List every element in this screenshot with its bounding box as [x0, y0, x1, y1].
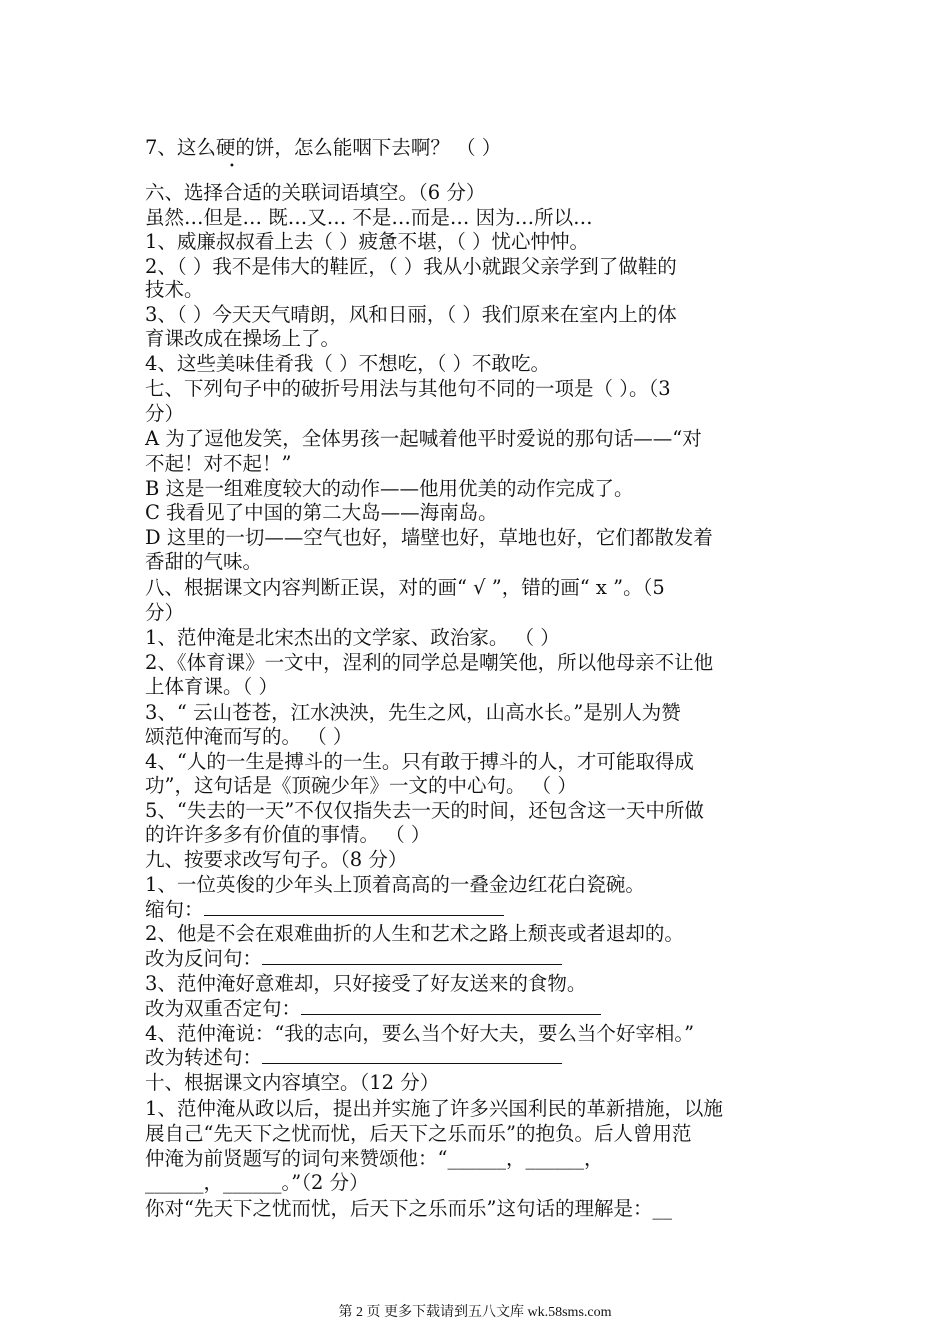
line-text: 1、范仲淹从政以后，提出并实施了许多兴国利民的革新措施，以施: [145, 1097, 723, 1120]
answer-blank[interactable]: [262, 1045, 562, 1064]
text-line: [145, 1196, 815, 1221]
text-line: [145, 996, 815, 1021]
line-text: B 这是一组难度较大的动作——他用优美的动作完成了。: [145, 477, 634, 500]
line-text: 改为反问句：: [145, 947, 263, 970]
line-text: 1、范仲淹是北宋杰出的文学家、政治家。 （ ）: [145, 626, 560, 649]
page-footer: 第 2 页 更多下载请到五八文库 wk.58sms.com: [338, 1305, 612, 1320]
line-text: 2、他是不会在艰难曲折的人生和艺术之路上颓丧或者退却的。: [145, 922, 684, 945]
text-line: [145, 600, 815, 625]
text-line: [145, 575, 815, 600]
text-line: [145, 798, 815, 823]
text-line: [145, 872, 815, 897]
text-line: [145, 401, 815, 426]
line-text: 4、这些美味佳肴我（ ）不想吃，（ ）不敢吃。: [145, 352, 551, 375]
text-line: [145, 1096, 815, 1121]
answer-blank[interactable]: [262, 946, 562, 965]
text-line: [145, 897, 815, 922]
text-line: [145, 229, 815, 254]
text-line: [145, 351, 815, 376]
text-line: [145, 724, 815, 749]
line-text: ______，______。”（2 分）: [145, 1171, 369, 1194]
line-text: 4、范仲淹说：“我的志向，要么当个好大夫，要么当个好宰相。”: [145, 1022, 695, 1045]
text-line: [145, 1021, 815, 1046]
line-text: 分）: [145, 402, 185, 425]
text-line: [145, 847, 815, 872]
text-line: [145, 921, 815, 946]
text-line: [145, 451, 815, 476]
line-text: 你对“先天下之忧而忧，后天下之乐而乐”这句话的理解是：__: [145, 1197, 672, 1220]
line-text: 六、选择合适的关联词语填空。（6 分）: [145, 181, 486, 204]
answer-blank[interactable]: [301, 996, 601, 1015]
text-line: [145, 1146, 815, 1171]
line-text: 虽然…但是… 既…又… 不是…而是… 因为…所以…: [145, 206, 593, 229]
text-line: [145, 1070, 815, 1095]
text-line: [145, 205, 815, 230]
text-line: [145, 180, 815, 205]
text-line: [145, 426, 815, 451]
text-line: [145, 277, 815, 302]
line-text: 改为转述句：: [145, 1046, 263, 1069]
line-text: 改为双重否定句：: [145, 997, 302, 1020]
line-text: 4、“人的一生是搏斗的一生。只有敢于搏斗的人，才可能取得成: [145, 750, 694, 773]
line-text: 颂范仲淹而写的。 （ ）: [145, 725, 353, 748]
line-text: 3、（ ）今天天气晴朗，风和日丽，（ ）我们原来在室内上的体: [145, 303, 677, 326]
text-line: [145, 549, 815, 574]
text-line: [145, 254, 815, 279]
text-line: [145, 525, 815, 550]
line-text: 十、根据课文内容填空。（12 分）: [145, 1071, 440, 1094]
text-line: [145, 500, 815, 525]
text-line: [145, 822, 815, 847]
text-line: [145, 376, 815, 401]
line-text: 不起！对不起！”: [145, 452, 292, 475]
line-text: 1、威廉叔叔看上去（ ）疲惫不堪，（ ）忧心忡忡。: [145, 230, 590, 253]
line-text: 3、“ 云山苍苍，江水泱泱，先生之风，山高水长。”是别人为赞: [145, 701, 681, 724]
text-line: [145, 135, 815, 160]
line-text: 2、（ ）我不是伟大的鞋匠，（ ）我从小就跟父亲学到了做鞋的: [145, 255, 677, 278]
line-text: 八、根据课文内容判断正误，对的画“ √ ”，错的画“ x ”。（5: [145, 576, 665, 599]
line-text: 展自己“先天下之忧而忧，后天下之乐而乐”的抱负。后人曾用范: [145, 1122, 692, 1145]
text-line: [145, 674, 815, 699]
line-text: 上体育课。（ ）: [145, 675, 278, 698]
line-text: 七、下列句子中的破折号用法与其他句不同的一项是（ ）。（3: [145, 377, 671, 400]
text-line: [145, 326, 815, 351]
text-line: [145, 1170, 815, 1195]
line-text: 5、“失去的一天”不仅仅指失去一天的时间，还包含这一天中所做: [145, 799, 704, 822]
line-text: 香甜的气味。: [145, 550, 263, 573]
text-line: [145, 700, 815, 725]
text-line: [145, 749, 815, 774]
line-text: 1、一位英俊的少年头上顶着高高的一叠金边红花白瓷碗。: [145, 873, 645, 896]
line-text: 3、范仲淹好意难却，只好接受了好友送来的食物。: [145, 972, 587, 995]
line-text: A 为了逗他发笑，全体男孩一起喊着他平时爱说的那句话——“对: [145, 427, 702, 450]
line-text: 缩句：: [145, 898, 204, 921]
line-text: 分）: [145, 601, 185, 624]
text-line: [145, 773, 815, 798]
line-text: 的许许多多有价值的事情。 （ ）: [145, 823, 431, 846]
text-line: [145, 946, 815, 971]
line-text: C 我看见了中国的第二大岛——海南岛。: [145, 501, 498, 524]
text-line: [145, 625, 815, 650]
answer-blank[interactable]: [204, 897, 504, 916]
text-line: [145, 1121, 815, 1146]
text-line: [145, 476, 815, 501]
line-text: 7、这么硬的饼，怎么能咽下去啊？ （ ）: [145, 136, 502, 159]
line-text: 仲淹为前贤题写的词句来赞颂他：“______，______，: [145, 1147, 604, 1170]
line-text: 育课改成在操场上了。: [145, 327, 341, 350]
line-text: D 这里的一切——空气也好，墙壁也好，草地也好，它们都散发着: [145, 526, 713, 549]
text-line: [145, 302, 815, 327]
text-line: [145, 1045, 815, 1070]
line-text: 九、按要求改写句子。（8 分）: [145, 848, 408, 871]
line-text: 2、《体育课》一文中，涅利的同学总是嘲笑他，所以他母亲不让他: [145, 651, 714, 674]
emphasis-dot: •: [229, 161, 235, 172]
line-text: 技术。: [145, 278, 204, 301]
text-line: [145, 650, 815, 675]
line-text: 功”，这句话是《顶碗少年》一文的中心句。 （ ）: [145, 774, 577, 797]
text-line: [145, 971, 815, 996]
